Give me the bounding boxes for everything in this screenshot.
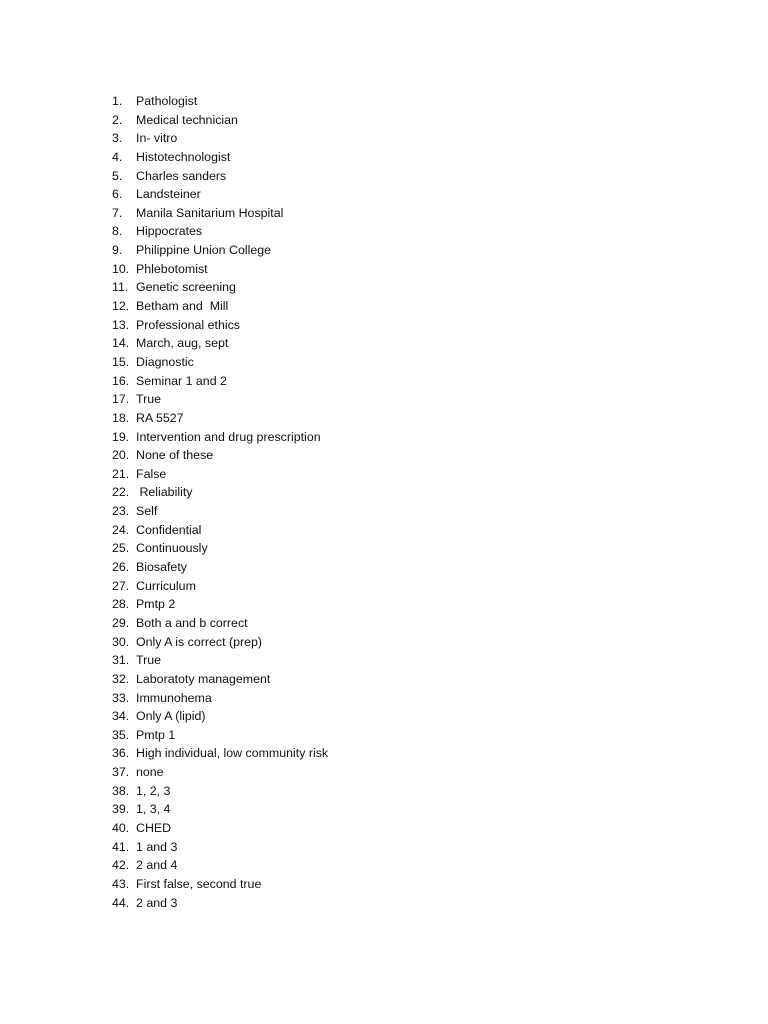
answer-item: [112, 763, 328, 782]
answer-text: Confidential: [136, 522, 202, 537]
answer-item: [112, 483, 328, 502]
answer-item: [112, 595, 328, 614]
answer-item: [112, 129, 328, 148]
answer-item: [112, 651, 328, 670]
answer-text: Philippine Union College: [136, 243, 272, 258]
answer-number: 20.: [112, 448, 130, 463]
answer-text: 1, 2, 3: [136, 783, 171, 798]
answer-number: 34.: [112, 709, 130, 724]
answer-number: 8.: [112, 224, 123, 239]
answer-text: In- vitro: [136, 131, 178, 146]
answer-number: 12.: [112, 299, 130, 314]
answer-text: Both a and b correct: [136, 615, 248, 630]
answer-text: None of these: [136, 448, 214, 463]
answer-item: [112, 92, 328, 111]
answer-item: [112, 241, 328, 260]
answer-number: 32.: [112, 671, 130, 686]
answer-text: Landsteiner: [136, 187, 201, 202]
answer-text: Betham and Mill: [136, 299, 229, 314]
answer-list: [112, 92, 328, 912]
answer-text: Hippocrates: [136, 224, 203, 239]
answer-number: 14.: [112, 336, 130, 351]
answer-number: 5.: [112, 168, 123, 183]
answer-text: Reliability: [136, 485, 193, 500]
answer-item: [112, 838, 328, 857]
answer-item: [112, 614, 328, 633]
answer-item: [112, 446, 328, 465]
answer-number: 39.: [112, 802, 130, 817]
answer-item: [112, 577, 328, 596]
answer-item: [112, 819, 328, 838]
answer-item: [112, 856, 328, 875]
answer-number: 16.: [112, 373, 130, 388]
answer-number: 1.: [112, 94, 123, 108]
answer-item: [112, 894, 328, 913]
answer-number: 33.: [112, 690, 130, 705]
answer-number: 2.: [112, 112, 123, 127]
answer-number: 3.: [112, 131, 123, 146]
answer-number: 18.: [112, 410, 130, 425]
answer-text: True: [136, 653, 162, 668]
answer-number: 38.: [112, 783, 130, 798]
answer-item: [112, 726, 328, 745]
answer-text: CHED: [136, 820, 172, 835]
answer-text: Laboratoty management: [136, 671, 271, 686]
answer-item: [112, 260, 328, 279]
answer-text: Curriculum: [136, 578, 196, 593]
answer-text: Seminar 1 and 2: [136, 373, 227, 388]
answer-text: Medical technician: [136, 112, 238, 127]
answer-item: [112, 558, 328, 577]
answer-text: Pmtp 1: [136, 727, 176, 742]
answer-item: [112, 372, 328, 391]
answer-text: False: [136, 466, 167, 481]
answer-text: Only A is correct (prep): [136, 634, 263, 649]
answer-number: 28.: [112, 597, 130, 612]
answer-text: First false, second true: [136, 876, 262, 891]
answer-item: [112, 297, 328, 316]
answer-item: [112, 502, 328, 521]
answer-item: [112, 278, 328, 297]
answer-text: 1, 3, 4: [136, 802, 171, 817]
answer-item: [112, 222, 328, 241]
answer-text: Pathologist: [136, 94, 198, 108]
answer-number: 11.: [112, 280, 129, 295]
answer-number: 40.: [112, 820, 130, 835]
answer-number: 13.: [112, 317, 130, 332]
answer-text: 2 and 4: [136, 858, 178, 873]
answer-item: [112, 539, 328, 558]
answer-text: RA 5527: [136, 410, 184, 425]
answer-number: 10.: [112, 261, 130, 276]
answer-number: 19.: [112, 429, 130, 444]
answer-number: 27.: [112, 578, 130, 593]
answer-text: Histotechnologist: [136, 149, 231, 164]
answer-number: 41.: [112, 839, 130, 854]
answer-text: True: [136, 392, 162, 407]
answer-number: 44.: [112, 895, 130, 910]
answer-item: [112, 670, 328, 689]
answer-text: Diagnostic: [136, 354, 194, 369]
answer-number: 6.: [112, 187, 123, 202]
answer-text: Pmtp 2: [136, 597, 176, 612]
answer-item: [112, 185, 328, 204]
answer-item: [112, 465, 328, 484]
answer-item: [112, 409, 328, 428]
answer-number: 15.: [112, 354, 130, 369]
answer-item: [112, 633, 328, 652]
answer-text: Genetic screening: [136, 280, 236, 295]
answer-number: 29.: [112, 615, 130, 630]
answer-number: 9.: [112, 243, 123, 258]
answer-text: Manila Sanitarium Hospital: [136, 205, 284, 220]
answer-text: Biosafety: [136, 560, 187, 575]
answer-item: [112, 204, 328, 223]
answer-number: 31.: [112, 653, 130, 668]
answer-text: 2 and 3: [136, 895, 178, 910]
answer-number: 7.: [112, 205, 123, 220]
answer-number: 36.: [112, 746, 130, 761]
answer-item: [112, 390, 328, 409]
answer-text: Immunohema: [136, 690, 212, 705]
answer-item: [112, 521, 328, 540]
answer-item: [112, 334, 328, 353]
answer-item: [112, 316, 328, 335]
answer-number: 30.: [112, 634, 130, 649]
answer-text: High individual, low community risk: [136, 746, 329, 761]
answer-number: 42.: [112, 858, 130, 873]
answer-item: [112, 148, 328, 167]
answer-text: Intervention and drug prescription: [136, 429, 321, 444]
answer-item: [112, 800, 328, 819]
answer-text: Phlebotomist: [136, 261, 208, 276]
answer-number: 22.: [112, 485, 130, 500]
answer-number: 35.: [112, 727, 130, 742]
answer-item: [112, 707, 328, 726]
answer-number: 37.: [112, 765, 130, 780]
answer-item: [112, 167, 328, 186]
answer-item: [112, 782, 328, 801]
answer-text: 1 and 3: [136, 839, 178, 854]
answer-number: 21.: [112, 466, 130, 481]
answer-text: Continuously: [136, 541, 208, 556]
answer-number: 17.: [112, 392, 130, 407]
answer-item: [112, 353, 328, 372]
answer-item: [112, 428, 328, 447]
answer-number: 24.: [112, 522, 130, 537]
answer-number: 23.: [112, 504, 130, 519]
answer-item: [112, 111, 328, 130]
answer-item: [112, 689, 328, 708]
answer-text: Charles sanders: [136, 168, 227, 183]
answer-text: Self: [136, 504, 158, 519]
answer-item: [112, 875, 328, 894]
answer-number: 43.: [112, 876, 130, 891]
answer-text: Professional ethics: [136, 317, 240, 332]
answer-text: none: [136, 765, 164, 780]
answer-item: [112, 744, 328, 763]
answer-number: 25.: [112, 541, 130, 556]
answer-text: March, aug, sept: [136, 336, 229, 351]
answer-number: 26.: [112, 560, 130, 575]
answer-number: 4.: [112, 149, 123, 164]
answer-text: Only A (lipid): [136, 709, 206, 724]
